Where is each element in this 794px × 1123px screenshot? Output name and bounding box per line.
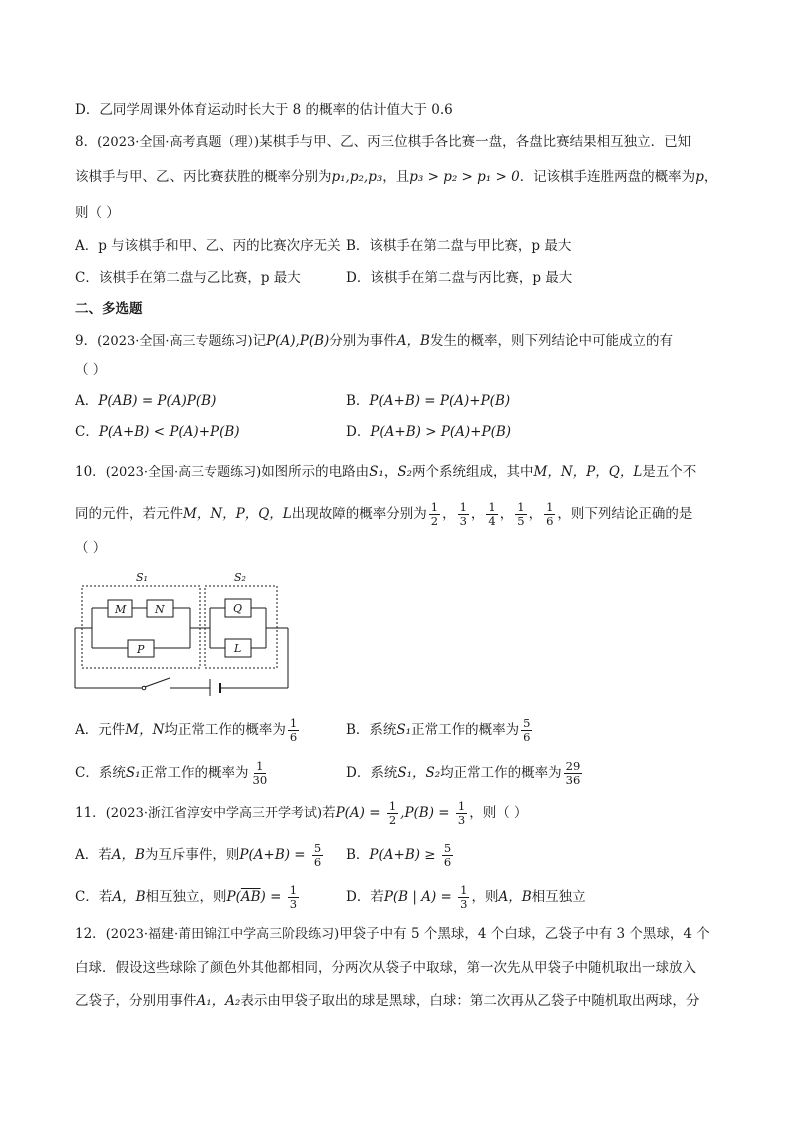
q11-text1: 若	[322, 805, 336, 821]
q11-option-d-text2: ，则	[471, 889, 499, 905]
q11-option-c-overline: $\overline{AB}$	[240, 889, 261, 905]
q8-text2: 该棋手与甲、乙、丙比赛获胜的概率分别为	[75, 169, 332, 185]
q11-option-a	[75, 838, 325, 872]
q12-stem-line3	[75, 991, 734, 1011]
q9-option-d	[346, 422, 511, 442]
q10-stem-line1	[75, 462, 734, 483]
q11-option-b	[346, 838, 455, 872]
fraction-1-30	[251, 760, 270, 787]
fraction-numerator: 1	[488, 500, 496, 514]
q8-text: 某棋手与甲、乙、丙三位棋手各比赛一盘，各盘比赛结果相互独立．已知	[259, 134, 692, 150]
q11-option-a-text2: 为互斥事件，则	[144, 847, 240, 863]
fraction-1-5	[515, 501, 526, 528]
q10-option-c-text: C．系统	[75, 765, 126, 781]
fraction-numerator: 1	[289, 716, 298, 730]
fraction-denominator: 6	[313, 855, 322, 869]
fraction-1-3	[288, 884, 299, 911]
q8-text3: ，且	[382, 169, 410, 185]
fraction-5-6	[312, 842, 323, 869]
fraction-denominator: 6	[443, 855, 452, 869]
fraction-denominator: 3	[460, 897, 468, 911]
q9-option-a-label: A．	[75, 393, 99, 409]
q8-math-p123: p₁,p₂,p₃	[331, 169, 383, 185]
q10-text2: ，	[383, 464, 398, 480]
fraction-1-3	[458, 884, 469, 911]
q11-option-c-math3: ) =	[260, 889, 286, 905]
q9-stem-line1	[75, 331, 734, 352]
q11-option-c-text2: 相互独立，则	[145, 889, 227, 905]
q9-option-c-label: C．	[75, 424, 99, 440]
q11-option-a-math2: P(A+B) =	[239, 847, 310, 863]
q9-option-c-math: P(A+B) < P(A)+P(B)	[98, 424, 240, 440]
label-m: M	[115, 603, 127, 616]
q8-option-a: A．p 与该棋手和甲、乙、丙的比赛次序无关	[75, 238, 341, 254]
q12-source: (2023·福建·莆田锦江中学高三阶段练习)	[105, 927, 340, 942]
q11-option-d-math: P(B | A) =	[383, 889, 457, 905]
q11-option-a-text: A．若	[75, 847, 112, 863]
q11-option-c-math2: P(	[226, 889, 241, 905]
fraction-denominator: 6	[523, 730, 531, 744]
q10-option-b-text2: 正常工作的概率为	[411, 722, 520, 738]
fraction-denominator: 5	[517, 514, 525, 528]
q8-stem-line2	[75, 167, 734, 187]
fraction-numerator: 5	[313, 841, 322, 855]
q12-stem-line2: 白球．假设这些球除了颜色外其他都相同，分两次从袋子中取球，第一次先从甲袋子中随机取出一球放入	[75, 960, 696, 976]
label-l: L	[234, 642, 242, 655]
q11-option-c-math: A，B	[112, 889, 146, 905]
fraction-numerator: 5	[443, 841, 452, 855]
q8-math-p: p	[695, 169, 704, 185]
fraction-numerator: 1	[459, 500, 467, 514]
fraction-denominator: 2	[430, 514, 439, 528]
q10-text7: ，则下列结论正确的是	[557, 506, 693, 522]
section-heading: 二、多选题	[75, 301, 143, 317]
q10-option-b-math: S₁	[396, 722, 412, 738]
circuit-diagram	[70, 568, 300, 696]
q8-math-ineq: p₃ > p₂ > p₁ > 0	[409, 169, 520, 185]
label-q: Q	[233, 602, 243, 615]
q10-option-a-text: A．元件	[75, 722, 126, 738]
fraction-denominator: 2	[388, 813, 397, 827]
q8-number: 8．	[75, 134, 98, 150]
fraction-numerator: 1	[546, 500, 554, 514]
fraction-numerator: 5	[523, 716, 531, 730]
fraction-numerator: 29	[565, 759, 581, 773]
q9-option-b	[346, 391, 510, 411]
fraction-1-3	[458, 501, 469, 528]
q9-text3: 发生的概率，则下列结论中可能成立的有	[429, 333, 673, 349]
q10-option-c-math: S₁	[125, 765, 141, 781]
q11-math2: ,P(B) =	[400, 805, 454, 821]
fraction-denominator: 6	[546, 514, 554, 528]
q10-option-d-text2: 均正常工作的概率为	[440, 765, 562, 781]
q10-text3: 两个系统组成，其中	[412, 464, 534, 480]
q9-source: (2023·全国·高三专题练习)	[97, 334, 253, 349]
fraction-1-2	[429, 501, 440, 528]
fraction-numerator: 1	[457, 799, 466, 813]
q11-option-d-text3: 相互独立	[531, 889, 586, 905]
q11-option-c	[75, 880, 301, 914]
fraction-5-6	[521, 717, 532, 744]
q9-option-d-label: D．	[346, 424, 371, 440]
q12-math-a1-a2: A₁，A₂	[196, 993, 241, 1009]
q10-stem-line3: （ ）	[75, 540, 107, 556]
q8-option-d: D．该棋手在第二盘与丙比赛，p 最大	[346, 270, 573, 286]
fraction-numerator: 1	[517, 500, 525, 514]
q11-source: (2023·浙江省淳安中学高三开学考试)	[105, 806, 323, 821]
q11-stem	[75, 798, 734, 829]
q10-math-s1: S₁	[369, 464, 384, 480]
q11-number: 11．	[75, 805, 106, 821]
q9-text1: 记	[252, 333, 267, 349]
fraction-1-4	[486, 501, 497, 528]
q9-option-b-math: P(A+B) = P(A)+P(B)	[369, 393, 511, 409]
q12-number: 12．	[75, 926, 106, 942]
q10-math-elements2: M，N，P，Q，L	[183, 506, 292, 522]
q12-text1: 甲袋子中有 5 个黑球，4 个白球，乙袋子中有 3 个黑球，4 个	[339, 926, 710, 942]
q10-text1: 如图所示的电路由	[261, 464, 370, 480]
label-n: N	[155, 603, 165, 616]
q11-option-b-text: B．	[346, 847, 370, 863]
q10-math-s2: S₂	[397, 464, 413, 480]
q10-option-d-text: D．系统	[346, 765, 398, 781]
q8-text4: ．记该棋手连胜两盘的概率为	[519, 169, 696, 185]
q9-math-ab: A，B	[396, 333, 430, 349]
fraction-1-6	[544, 501, 555, 528]
q11-option-a-math: A，B	[111, 847, 145, 863]
fraction-denominator: 30	[252, 773, 268, 787]
fraction-numerator: 1	[460, 883, 468, 897]
q10-text5: 同的元件，若元件	[75, 506, 183, 522]
q8-option-b: B．该棋手在第二盘与甲比赛，p 最大	[346, 238, 572, 254]
q10-source: (2023·全国·高三专题练习)	[105, 465, 262, 480]
q8-stem-line1	[75, 132, 734, 153]
q11-option-d-text: D．若	[346, 889, 384, 905]
q12-stem-line1	[75, 924, 734, 945]
q10-math-elements: M，N，P，Q，L	[533, 464, 643, 480]
q10-text6: 出现故障的概率分别为	[291, 506, 427, 522]
q9-option-b-label: B．	[346, 393, 370, 409]
fraction-29-36	[564, 760, 583, 787]
q10-option-a	[75, 713, 301, 747]
fraction-1-2	[387, 800, 398, 827]
fraction-denominator: 3	[459, 514, 467, 528]
fraction-denominator: 3	[289, 897, 298, 911]
q10-option-b-text: B．系统	[346, 722, 397, 738]
q10-option-b	[346, 713, 534, 747]
q10-option-a-math: M，N	[125, 722, 165, 738]
q10-option-a-text2: 均正常工作的概率为	[164, 722, 286, 738]
fraction-5-6	[442, 842, 453, 869]
q9-option-a-math: P(AB) = P(A)P(B)	[98, 393, 217, 409]
q9-option-d-math: P(A+B) > P(A)+P(B)	[370, 424, 512, 440]
q10-option-d	[346, 756, 584, 790]
q9-math-pa-pb: P(A),P(B)	[266, 333, 330, 349]
label-s2: S₂	[234, 571, 246, 584]
q9-option-c	[75, 422, 240, 442]
label-p: P	[137, 643, 145, 656]
fraction-denominator: 4	[488, 514, 496, 528]
q11-option-c-text: C．若	[75, 889, 113, 905]
switch-lever	[145, 678, 170, 687]
q10-option-c-text2: 正常工作的概率为	[140, 765, 249, 781]
q11-option-d-math2: A，B	[498, 889, 532, 905]
q8-source: (2023·全国·高考真题（理）)	[97, 135, 260, 150]
q8-option-c: C．该棋手在第二盘与乙比赛，p 最大	[75, 270, 301, 286]
q9-number: 9．	[75, 333, 98, 349]
q10-option-c	[75, 756, 271, 790]
q8-text5: ，	[703, 169, 718, 185]
q10-text4: 是五个不	[642, 464, 697, 480]
fraction-numerator: 1	[430, 500, 439, 514]
fraction-denominator: 6	[289, 730, 298, 744]
q12-text2: 乙袋子，分别用事件	[75, 993, 197, 1009]
q11-option-d	[346, 880, 586, 914]
q9-stem-line2: （ ）	[75, 362, 107, 378]
q12-text3: 表示由甲袋子取出的球是黑球，白球：第二次再从乙袋子中随机取出两球，分	[240, 993, 700, 1009]
q11-option-b-math: P(A+B) ≥	[369, 847, 440, 863]
fraction-1-6	[288, 717, 299, 744]
q9-option-a	[75, 391, 216, 411]
fraction-numerator: 1	[256, 759, 264, 773]
q9-text2: 分别为事件	[329, 333, 397, 349]
q10-stem-line2: 同的元件，若元件M，N，P，Q，L出现故障的概率分别为 $\frac{1}{2}$ ， $\frac{1}{3}$ ， $\frac{1}{4}$ ， $\frac{1}{5}$ ， $\frac{1}{6}$ ，则下列结论正确的是	[75, 500, 693, 528]
q11-text2: ，则（ ）	[469, 805, 528, 821]
fraction-denominator: 36	[565, 773, 581, 787]
fraction-denominator: 3	[457, 813, 466, 827]
q11-math1: P(A) =	[335, 805, 385, 821]
fraction-1-3	[456, 800, 467, 827]
fraction-numerator: 1	[289, 883, 298, 897]
q8-stem-line3: 则（ ）	[75, 205, 120, 221]
q10-number: 10．	[75, 464, 106, 480]
q7-option-d: D．乙同学周课外体育运动时长大于 8 的概率的估计值大于 0.6	[75, 102, 453, 118]
fraction-numerator: 1	[388, 799, 397, 813]
label-s1: S₁	[136, 571, 148, 584]
q10-option-d-math: S₁，S₂	[397, 765, 441, 781]
